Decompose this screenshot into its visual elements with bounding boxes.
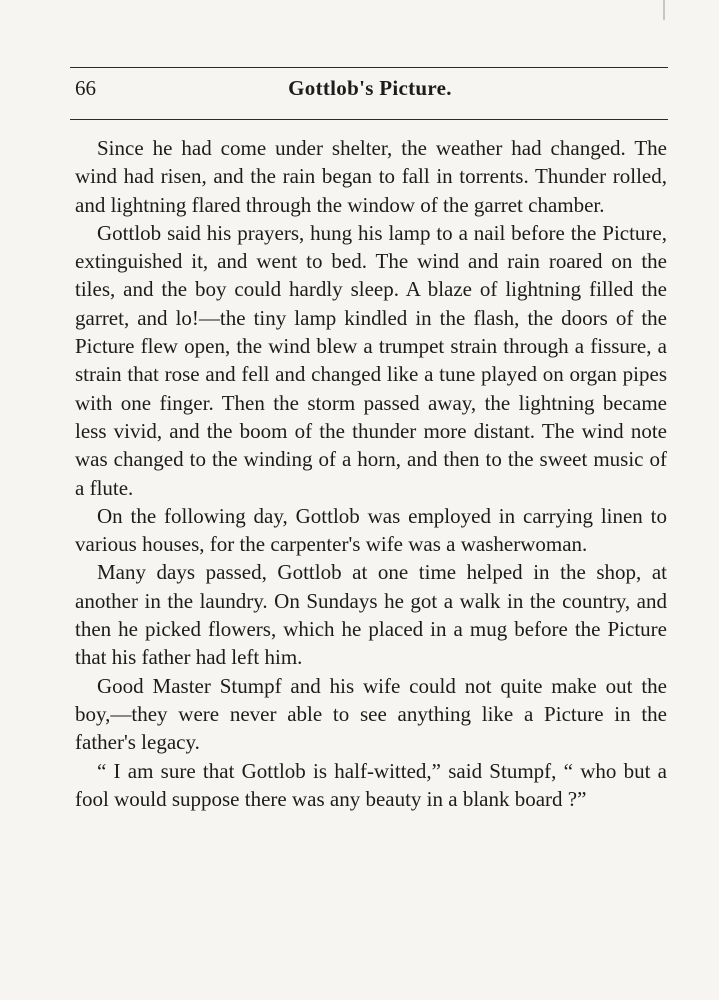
paragraph-weather: Since he had come under shelter, the weather had changed. The wind had risen, and the rain began to fall in torrents. Thunder rolled, and lightning flared through the window of the garret chamber.	[75, 136, 667, 217]
paragraph-linen: On the following day, Gottlob was employed in carrying linen to various houses, for the carpenter's wife was a washerwoman.	[75, 503, 667, 557]
paragraph-half-witted: “ I am sure that Gottlob is half-witted,” said Stumpf, “ who but a fool would suppose there was any beauty in a blank board ?”	[75, 758, 667, 811]
running-title: Gottlob's Picture.	[288, 76, 452, 100]
running-header	[75, 76, 665, 106]
page-number: 66	[75, 76, 96, 100]
paragraph-days-passed: Many days passed, Gottlob at one time helped in the shop, at another in the laundry. On Sundays he got a walk in the country, and then he picked flowers, which he placed in a mug before the Picture that his father had left him.	[75, 560, 667, 670]
page-body	[75, 134, 667, 813]
paragraph-master-stumpf: Good Master Stumpf and his wife could not quite make out the boy,—they were never able to see anything like a Picture in the father's legacy.	[75, 673, 667, 755]
header-bottom-rule	[70, 119, 668, 120]
page-speck	[663, 0, 665, 20]
paragraph-storm: Gottlob said his prayers, hung his lamp to a nail before the Picture, extinguished it, and went to bed. The wind and rain roared on the tiles, and the boy could hardly sleep. A blaze of lightning filled the garret, and lo!—the tiny lamp kindled in the flash, the doors of the Picture flew open, the wind blew a trumpet strain through a fissure, a strain that rose and fell and changed like a tune played on organ pipes with one finger. Then the storm passed away, the lightning became less vivid, and the boom of the thunder more distant. The wind note was changed to the winding of a horn, and then to the sweet music of a flute.	[75, 220, 667, 500]
header-top-rule	[70, 67, 668, 68]
